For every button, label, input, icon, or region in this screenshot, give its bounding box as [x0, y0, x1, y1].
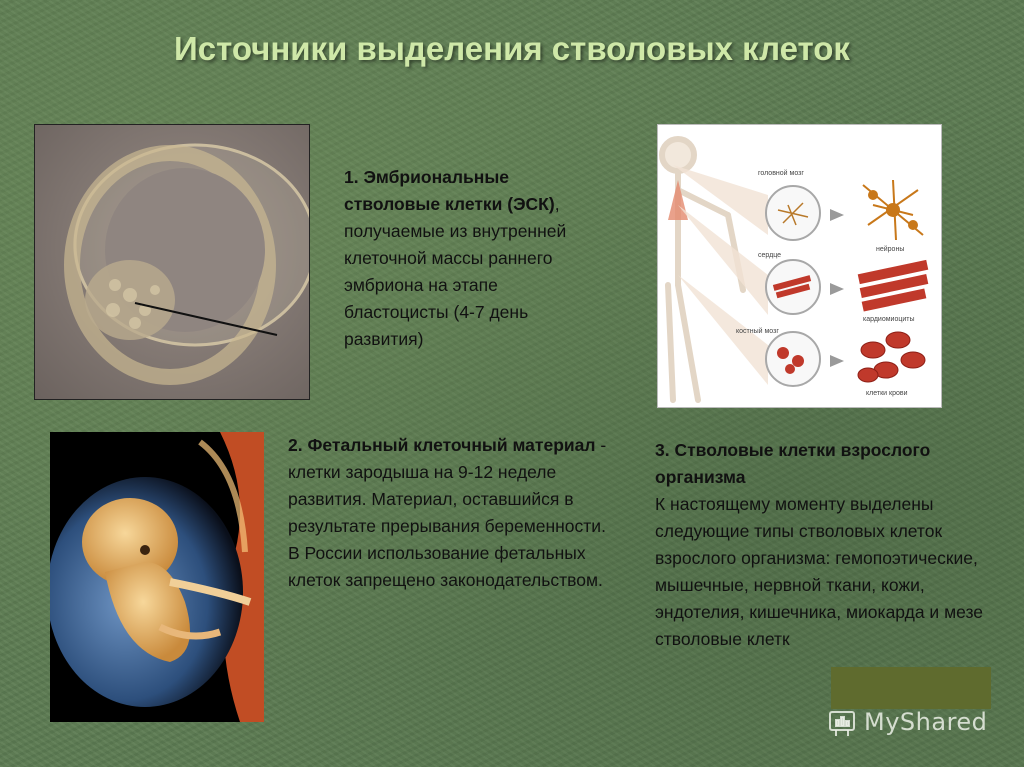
section-adult-body-tail: стволовые клетк	[655, 629, 790, 649]
blood-cells-illustration	[858, 332, 925, 382]
stem-cell-diagram-drawing	[658, 125, 941, 407]
section-adult-body: К настоящему моменту выделены следующие типы стволовых клеток взрослого организма: гемопоэтические, мышечные, нервной ткани, кожи, эндотелия, кишечника, миокарда и мезе	[655, 494, 984, 622]
fetus-drawing	[50, 432, 264, 722]
fetus-image	[50, 432, 264, 722]
section-fetal-body: - клетки зародыша на 9-12 неделе развития. Материал, оставшийся в результате прерывания беременности. В России использование фетальных клеток запрещено законодательством.	[288, 435, 607, 590]
myshared-watermark: MyShared	[864, 708, 988, 736]
slide-title: Источники выделения стволовых клеток	[174, 30, 850, 67]
stem-cell-diagram	[657, 124, 942, 408]
neurons-illustration	[863, 180, 923, 240]
section-embryonic	[344, 164, 604, 353]
section-fetal	[288, 432, 608, 594]
label-neurons: нейроны	[876, 246, 905, 253]
section-fetal-heading: 2. Фетальный клеточный материал	[288, 435, 596, 455]
overlay-box	[831, 667, 991, 709]
label-blood-cells: клетки крови	[866, 390, 908, 397]
section-adult-heading: 3. Стволовые клетки взрослого организма	[655, 440, 931, 487]
blastocyst-image	[34, 124, 310, 400]
blastocyst-drawing	[35, 125, 309, 399]
section-adult	[655, 437, 995, 653]
label-heart: сердце	[758, 252, 782, 259]
section-embryonic-body: , получаемые из внутренней клеточной массы раннего эмбриона на этапе бластоцисты (4-7 день развития)	[344, 194, 567, 349]
label-brain: головной мозг	[758, 170, 804, 177]
section-embryonic-heading: 1. Эмбриональные стволовые клетки (ЭСК)	[344, 167, 555, 214]
label-cardiomyocytes: кардиомиоциты	[863, 316, 915, 323]
cardiomyocytes-illustration	[858, 260, 929, 312]
myshared-logo-icon	[827, 706, 861, 740]
label-bone-marrow: костный мозг	[736, 328, 779, 335]
